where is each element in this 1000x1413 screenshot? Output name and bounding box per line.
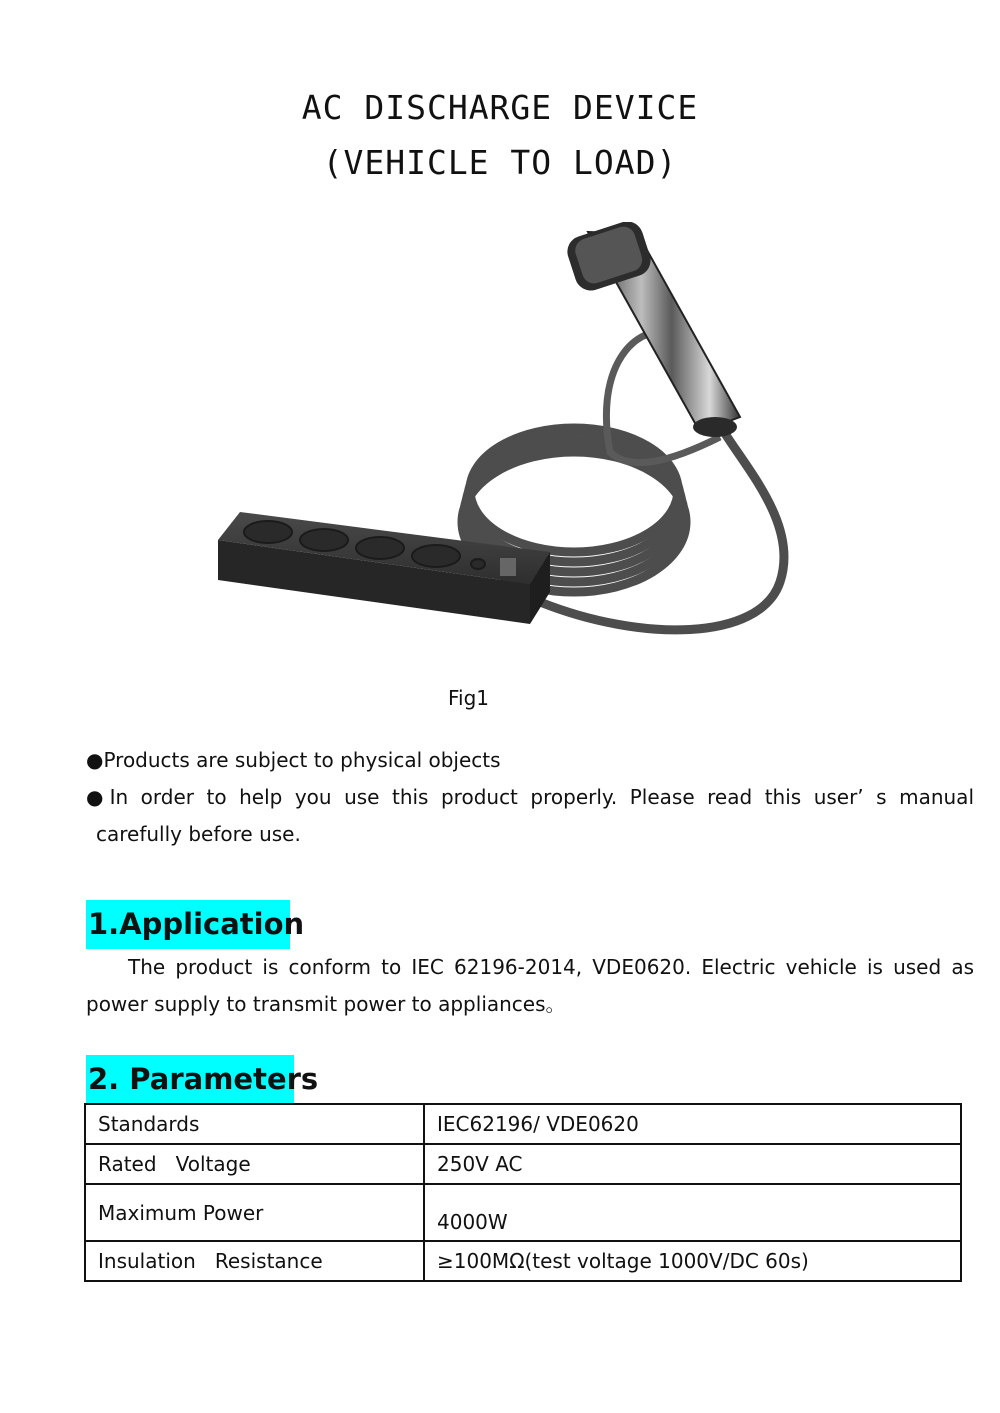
- document-title: AC DISCHARGE DEVICE: [301, 88, 699, 127]
- section-heading-application: 1.Application: [86, 900, 290, 949]
- param-name: Insulation Resistance: [85, 1241, 424, 1281]
- param-value: 4000W: [424, 1184, 961, 1241]
- application-paragraph: The product is conform to IEC 62196-2014, VDE0620. Electric vehicle is used as power supply to transmit power to appliances。: [86, 955, 974, 1016]
- document-subtitle: (VEHICLE TO LOAD): [322, 143, 678, 182]
- section-heading-parameters: 2. Parameters: [86, 1055, 294, 1104]
- table-row: [85, 1184, 961, 1241]
- table-row: [85, 1104, 961, 1144]
- param-name: Maximum Power: [85, 1184, 424, 1241]
- table-row: [85, 1144, 961, 1184]
- param-value: IEC62196/ VDE0620: [424, 1104, 961, 1144]
- param-value: ≥100MΩ(test voltage 1000V/DC 60s): [424, 1241, 961, 1281]
- parameters-table: [84, 1103, 962, 1282]
- param-name: Standards: [85, 1104, 424, 1144]
- param-value: 250V AC: [424, 1144, 961, 1184]
- note-bullet: [86, 779, 974, 853]
- table-row: [85, 1241, 961, 1281]
- param-name: Rated Voltage: [85, 1144, 424, 1184]
- note-bullet: ●Products are subject to physical objects: [86, 748, 501, 772]
- note-line: carefully before use.: [96, 822, 301, 846]
- product-image: [200, 222, 800, 662]
- figure-caption: Fig1: [448, 686, 490, 710]
- note-line: ●In order to help you use this product properly. Please read this user’ s manual: [86, 785, 974, 809]
